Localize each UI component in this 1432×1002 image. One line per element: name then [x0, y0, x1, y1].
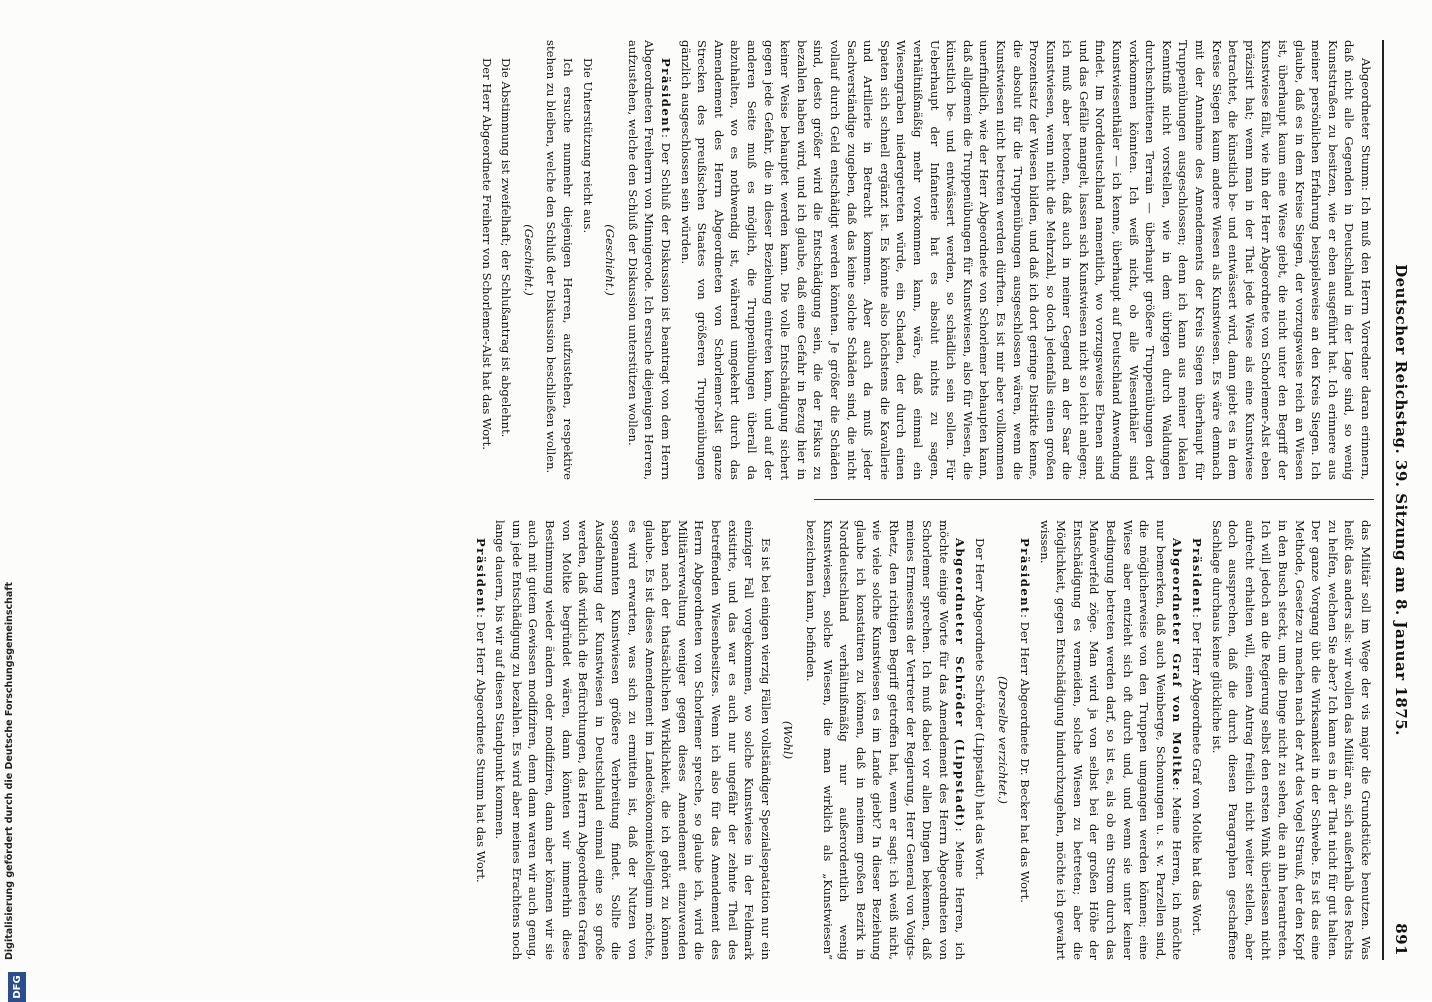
- text-column-right: [44, 520, 1374, 960]
- stage-direction: [994, 520, 1011, 960]
- paragraph: [478, 40, 495, 480]
- paragraph-text: (Wohl): [781, 720, 796, 760]
- stage-direction: [780, 520, 797, 960]
- paragraph: [492, 520, 774, 960]
- speaker-name: Abgeordneter Schröder (Lippstadt): [953, 538, 968, 828]
- paragraph-text: (Geschieht.): [521, 224, 536, 296]
- paragraph: [677, 40, 1374, 480]
- paragraph: [624, 40, 674, 480]
- paragraph: [1188, 520, 1205, 960]
- paragraph: [579, 40, 596, 480]
- paragraph: [1208, 520, 1374, 960]
- speaker-name: Präsident: [473, 538, 488, 615]
- paragraph: [802, 520, 968, 960]
- paragraph-text: Die Unterstützung reicht aus.: [580, 58, 595, 234]
- paragraph-text: Es ist bei einigen vierzig Fällen vollständiger Spezialsepatation nur ein einziger Fall vorgekommen, wo solche Kunstwiese in der Feldmark existirte, und das war es auch nur ungefähr der zehnte Theil des betreffenden Wiesenbesitzes. Wenn ich also für das Amendement des Herrn Abgeordneten von Schorlemer spreche, so glaube ich, wird die Militärverwaltung weniger gegen dieses Amendement einzuwenden haben nach der thatsächlichen Wirklichkeit, die ich gehört zu können glaube. Es ist dieses Amendement im Landesökonomiekollegium möchte, es wird erwarten, was sich zu ermitteln ist, daß der Nutzen von sogenannten Kunstwiesen größere Verbreitung findet. Sollte die Ausdehnung der Kunstwiesen in Deutschland einmal eine so große werden, daß wirklich die Befürchtungen, das Herrn Abgeordneten Grafen von Moltke begründet wären, dann könnten wir immerhin diese Bestimmung wieder ändern oder modifiziren, dann aber können wir sie auch mit gutem Gewissen modifiziren, denn dann waren wir auch genug, um jede Entschädigung zu bezahlen. Es wird aber meines Erachtens noch lange dauern, bis wir auf diesen Standpunkt kommen.: [493, 520, 773, 960]
- paragraph-text: : Der Herr Abgeordnete Dr. Becker hat das Wort.: [1018, 614, 1033, 903]
- column-divider: [814, 499, 1374, 500]
- paragraph-text: Der Herr Abgeordnete Schröder (Lippstadt) hat das Wort.: [972, 538, 987, 880]
- text-column-left: [44, 40, 1374, 480]
- page-header: [1382, 40, 1414, 960]
- paragraph: [543, 40, 576, 480]
- paragraph: [498, 40, 515, 480]
- paragraph-text: : Meine Herren, ich möchte einige Worte für das Amendement des Herrn Abgeordneten von Schorlemer sprechen. Ich muß dabei vor allen Dingen bekennen, daß meines Ermessens der Vertreter der Regierung, Herr General von Voigts-Rhetz, den richtigen Begriff getroffen hat, wenn er sagt: ich weiß nicht, wie viele solche Kunstwiesen es im Lande giebt? In dieser Beziehung glaube ich konstatiren zu können, daß in meinem großen Bezirk in Norddeutschland verhältnißmäßig nur außerordentlich wenig Kunstwiesen, solche Wiesen, die man wirklich als „Kunstwiesen“ bezeichnen kann, befinden.: [804, 520, 968, 960]
- paragraph-text: Abgeordneter Stumm: Ich muß den Herrn Vorredner daran erinnern, daß nicht alle Gegenden in Deutschland in der Lage sind, so wenig Kunststraßen zu besitzen, wie er eben ausgeführt hat. Ich erinnere aus meiner persönlichen Erfahrung beispielsweise an den Kreis Siegen. Ich glaube, daß es in dem Kreise Siegen, der vorzugsweise reich an Wiesen ist, überhaupt kaum eine Wiese giebt, die nicht unter den Begriff der Kunstwiese fällt, wie ihn der Herr Abgeordnete von Schorlemer-Alst eben präzisirt hat; wenn man in der That jede Wiese als eine Kunstwiese betrachtet, die künstlich be- und entwässert wird, dann giebt es in dem Kreise Siegen kaum andere Wiesen als Kunstwiesen. Es wäre demnach mit der Annahme des Amendements der Kreis Siegen überhaupt für Truppenübungen ausgeschlossen; denn ich kann aus meiner lokalen Kenntniß nicht vorstellen, wie in dem übrigen durch Waldungen durchschnittenen Terrain — überhaupt größere Truppenübungen dort vorkommen könnten. Ich weiß nicht, ob alle Wiesenthäler sind Kunstwiesenthäler — ich kenne, überhaupt auf Deutschland Anwendung findet. Im Norddeutschland namentlich, wo vorzugsweise Ebenen sind und das Gefälle mangelt, lassen sich Kunstwiesen nicht so leicht anlegen; ich muß aber betonen, daß auch in meiner Gegend an der Saar die Kunstwiesen, wenn nicht die Mehrzahl, so doch jedenfalls einen großen Prozentsatz der Wiesen bilden, und daß ich dort geringe Distrikte kenne, die absolut für die Truppenübungen ausgeschlossen wären, wenn die Kunstwiesen nicht betreten werden dürften. Es ist mir aber vollkommen unerfindlich, wie der Herr Abgeordnete von Schorlemer behaupten kann, daß allgemein die Truppenübungen für Kunstwiesen, also für Wiesen, die künstlich be- und entwässert werden, so schädlich sein sollen. Für Ueberhaupt der Infanterie hat es absolut nichts zu sagen, verhältnißmäßig mehr vorkommen kann, wäre, daß einmal ein Wiesengraben niedergetreten würde, ein Schaden, der durch einen Spaten sich schnell ergänzt ist. Es könnte also höchstens die Kavallerie und Artillerie in Betracht kommen. Aber auch da muß jeder Sachverständige zugeben, daß das keine solche Schäden sind, die nicht vollauf durch Geld entschädigt werden könnten. Je größer die Schäden sind, desto größer wird die Entschädigung sein, die der Fiskus zu bezahlen haben wird, und ich glaube, daß eine Gefahr in Bezug hier in keiner Weise behauptet werden kann. Die volle Entschädigung sichert gegen jede Gefahr, die in dieser Beziehung eintreten kann, und auf der anderen Seite muß es möglich, die Truppenübungen überall da abzuhalten, wo es nothwendig ist, während umgekehrt durch das Amendement des Herrn Abgeordneten von Schorlemer-Alst ganze Strecken des preußischen Staates von größeren Truppenübungen gänzlich ausgeschlossen sein würden.: [678, 40, 1373, 480]
- paragraph-text: : Meine Herren, ich möchte nur bemerken, daß auch Weinberge, Schonungen u. s. w. Parzellen sind, die möglicherweise von den Truppen umgangen werden können; eine Wiese aber entzieht sich oft durch und, und wenn sie unter keiner Bedingung betreten werden darf, so ist es, als ob ein Strom durch das Manöverfeld zöge. Man wird ja von selbst bei der großen Höhe der Entschädigung es vermeiden, solche Wiesen zu betreten; aber die Möglichkeit, gegen Entschädigung hindurchzugehen, möchte ich gewahrt wissen.: [1037, 520, 1185, 960]
- paragraph: [472, 520, 489, 960]
- funding-note: Digitalisierung gefördert durch die Deutsche Forschungsgemeinschaft: [4, 582, 15, 960]
- paragraph-text: : Der Herr Abgeordnete Graf von Moltke hat das Wort.: [1190, 614, 1205, 937]
- paragraph-text: das Militär soll im Wege der vis major die Grundstücke benutzen. Was heißt das anders als: wir wollen das Militär an, sich außerhalb des Rechts zu helfen, welchen Sie aber? Ich kann es in der That nicht für gut halten. Der ganze Vorgang übt die Wirksamkeit in der Schwebe. Es ist das eine Methode, Gesetze zu machen nach der Art des Vogel Strauß, der den Kopf in den Busch steckt, um die Dinge nicht zu sehen, die an ihn herantreten. Ich will jedoch an die Regierung selbst den ersten Wink überlassen nicht aufrecht erhalten will, einen Antrag freilich nicht weiter stellen, aber doch aussprechen, daß die durch diesen Paragraphen geschaffene Sachlage durchaus keine glückliche ist.: [1209, 520, 1373, 960]
- paragraph-text: : Der Herr Abgeordnete Stumm hat das Wort.: [473, 614, 488, 883]
- running-title: Deutscher Reichstag. 39. Sitzung am 8. Januar 1875.: [1392, 264, 1410, 736]
- page-number: 891: [1392, 923, 1410, 956]
- paragraph-text: (Derselbe verzichtet.): [995, 676, 1010, 804]
- paragraph: [971, 520, 988, 960]
- paragraph-text: Die Abstimmung ist zweifelhaft; der Schlußantrag ist abgelehnt.: [499, 58, 514, 438]
- speaker-name: Abgeordneter Graf von Moltke: [1170, 538, 1185, 787]
- dfg-logo: DFG: [8, 972, 26, 1002]
- paragraph-text: (Geschieht.): [603, 224, 618, 296]
- stage-direction: [520, 40, 537, 480]
- paragraph: [1036, 520, 1185, 960]
- speaker-name: Präsident: [659, 58, 674, 135]
- speaker-name: Präsident: [1190, 538, 1205, 615]
- paragraph-text: Ich ersuche nunmehr diejenigen Herren, aufzustehen, respektive stehen zu bleiben, welche den Schluß der Diskussion beschließen wollen.: [544, 40, 576, 480]
- paragraph: [1017, 520, 1034, 960]
- paragraph-text: Der Herr Abgeordnete Freiherr von Schorlemer-Alst hat das Wort.: [479, 58, 494, 450]
- speaker-name: Präsident: [1018, 538, 1033, 615]
- paragraph-text: : Der Schluß der Diskussion ist beantragt von dem Herrn Abgeordneten Freiherrn von Minnigerode. Ich ersuche diejenigen Herren, aufzustehen, welche den Schluß der Diskussion unterstützen wollen.: [625, 40, 674, 480]
- stage-direction: [602, 40, 619, 480]
